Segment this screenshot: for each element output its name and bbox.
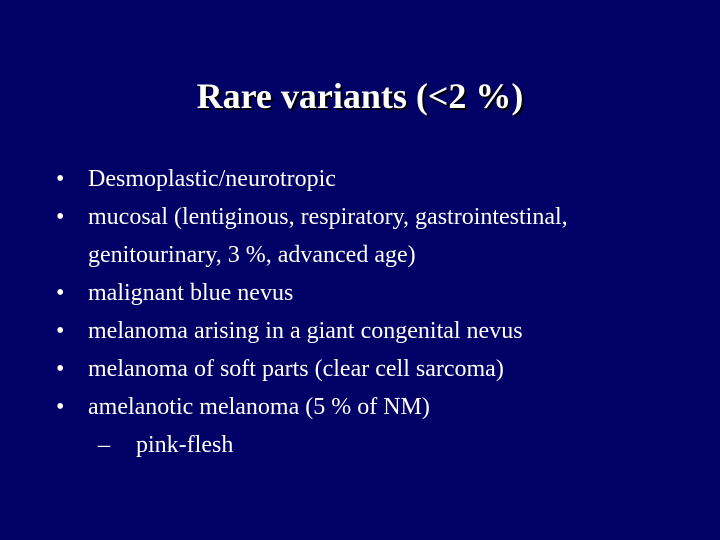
bullet-item: [54, 160, 694, 198]
bullet-item: [54, 312, 694, 350]
bullet-icon: •: [56, 166, 65, 192]
bullet-item: [54, 274, 694, 312]
bullet-icon: •: [56, 280, 65, 306]
bullet-icon: •: [56, 356, 65, 382]
slide-title: Rare variants (<2 %): [196, 76, 524, 116]
dash-icon: –: [98, 432, 110, 458]
sub-bullet-item: [88, 426, 694, 464]
sub-bullet-text: pink-flesh: [136, 432, 234, 458]
bullet-text: malignant blue nevus: [88, 280, 294, 306]
bullet-icon: •: [56, 394, 65, 420]
bullet-text: Desmoplastic/neurotropic: [88, 166, 336, 192]
bullet-list: [54, 160, 694, 464]
bullet-text: mucosal (lentiginous, respiratory, gastrointestinal, genitourinary, 3 %, advanced age): [88, 204, 568, 268]
bullet-item: [54, 350, 694, 388]
bullet-icon: •: [56, 204, 65, 230]
bullet-item: [54, 388, 694, 426]
bullet-text: melanoma of soft parts (clear cell sarcoma): [88, 356, 504, 382]
bullet-text: melanoma arising in a giant congenital nevus: [88, 318, 523, 344]
bullet-icon: •: [56, 318, 65, 344]
bullet-text: amelanotic melanoma (5 % of NM): [88, 394, 430, 420]
bullet-item: [54, 198, 694, 274]
